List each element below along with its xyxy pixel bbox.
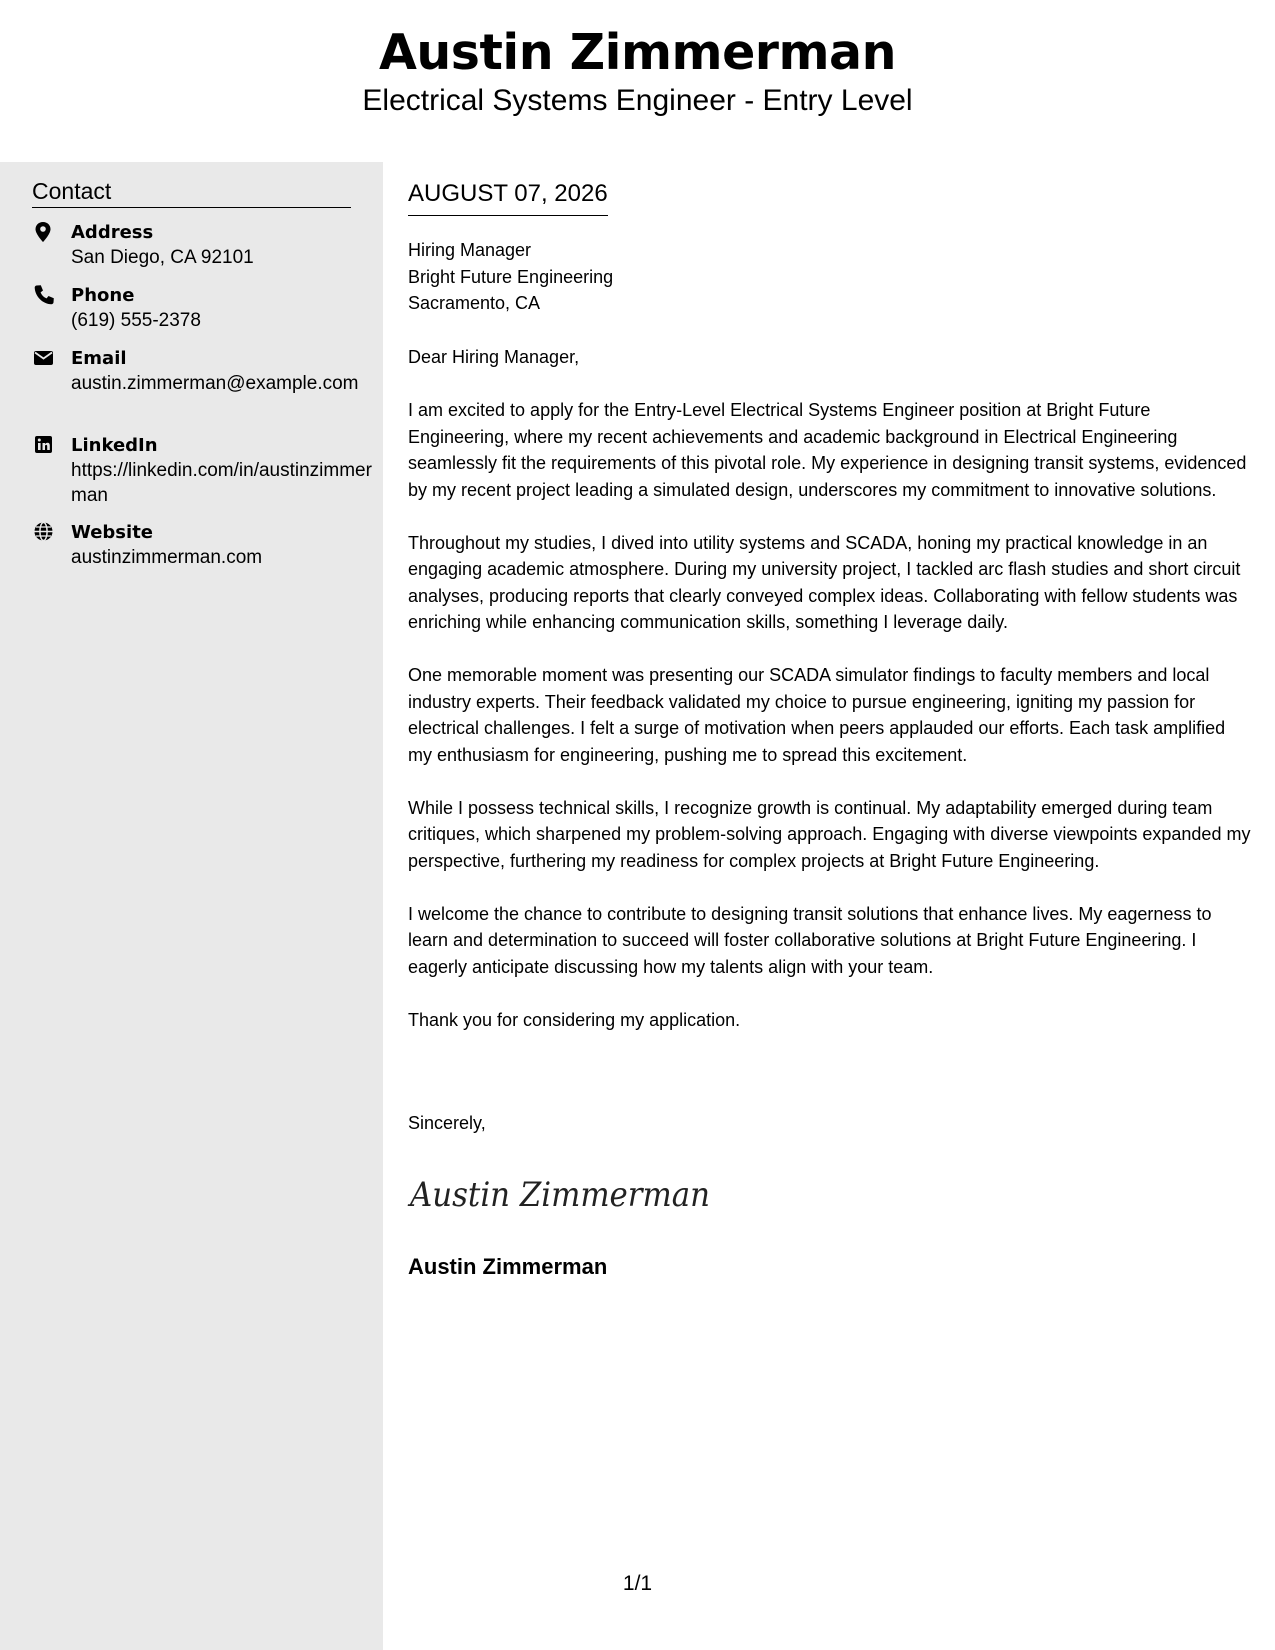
website-label: Website (71, 522, 154, 543)
recipient-block (408, 237, 613, 317)
job-title: Electrical Systems Engineer - Entry Level (362, 84, 913, 117)
address-value: San Diego, CA 92101 (71, 247, 254, 268)
handwritten-signature (407, 1162, 710, 1222)
envelope-icon (32, 346, 58, 372)
linkedin-label: LinkedIn (71, 435, 158, 456)
phone-icon (32, 283, 58, 309)
map-pin-icon (32, 220, 58, 246)
letter-header (0, 0, 1275, 162)
paragraph: While I possess technical skills, I recognize growth is continual. My adaptability emerged during team critiques, which sharpened my problem-solving approach. Engaging with diverse viewpoints expanded my perspective, furthering my readiness for complex projects at Bright Future Engineering. (408, 797, 1251, 871)
letter-paragraphs (408, 397, 1253, 1060)
recipient-company: Bright Future Engineering (408, 266, 614, 287)
paragraph: Throughout my studies, I dived into utility systems and SCADA, honing my practical knowledge in an engaging academic atmosphere. During my university project, I tackled arc flash studies and short circuit analyses, producing reports that clearly conveyed complex ideas. Collaborating with fellow students was enriching while enhancing communication skills, something I leverage daily. (408, 532, 1241, 632)
salutation: Dear Hiring Manager, (408, 347, 580, 367)
applicant-name: Austin Zimmerman (379, 24, 896, 81)
page-number: 1/1 (622, 1572, 653, 1595)
paragraph: I welcome the chance to contribute to designing transit solutions that enhance lives. My eagerness to learn and determination to succeed will foster collaborative solutions at Bright Future Engineering. I eagerly anticipate discussing how my talents align with your team. (408, 903, 1212, 977)
signer-name: Austin Zimmerman (408, 1254, 608, 1279)
letter-date: AUGUST 07, 2026 (408, 178, 608, 216)
linkedin-value[interactable]: https://linkedin.com/in/austinzimmerman (71, 460, 372, 506)
phone-label: Phone (71, 285, 135, 306)
globe-icon (32, 520, 58, 546)
contact-sidebar (0, 162, 383, 1650)
paragraph: Thank you for considering my application. (408, 1009, 741, 1030)
closing: Sincerely, (408, 1113, 486, 1133)
email-value[interactable]: austin.zimmerman@example.com (71, 373, 359, 394)
email-label: Email (71, 348, 127, 369)
address-label: Address (71, 222, 154, 243)
linkedin-icon (32, 433, 58, 459)
recipient-name: Hiring Manager (408, 240, 532, 260)
phone-value: (619) 555-2378 (71, 310, 201, 331)
svg-text:Austin Zimmerman: Austin Zimmerman (407, 1175, 710, 1215)
paragraph: One memorable moment was presenting our SCADA simulator findings to faculty members and local industry experts. Their feedback validated my choice to pursue engineering, igniting my passion for electrical challenges. I felt a surge of motivation when peers applauded our efforts. Each task amplified my enthusiasm for engineering, pushing me to spread this excitement. (408, 665, 1226, 765)
website-value[interactable]: austinzimmerman.com (71, 547, 263, 568)
contact-heading: Contact (32, 176, 351, 208)
recipient-location: Sacramento, CA (408, 293, 541, 313)
paragraph: I am excited to apply for the Entry-Level Electrical Systems Engineer position at Bright Future Engineering, where my recent achievements and academic background in Electrical Engineering seamlessly fit the requirements of this pivotal role. My experience in designing transit systems, evidenced by my recent project leading a simulated design, underscores my commitment to innovative solutions. (408, 400, 1247, 500)
